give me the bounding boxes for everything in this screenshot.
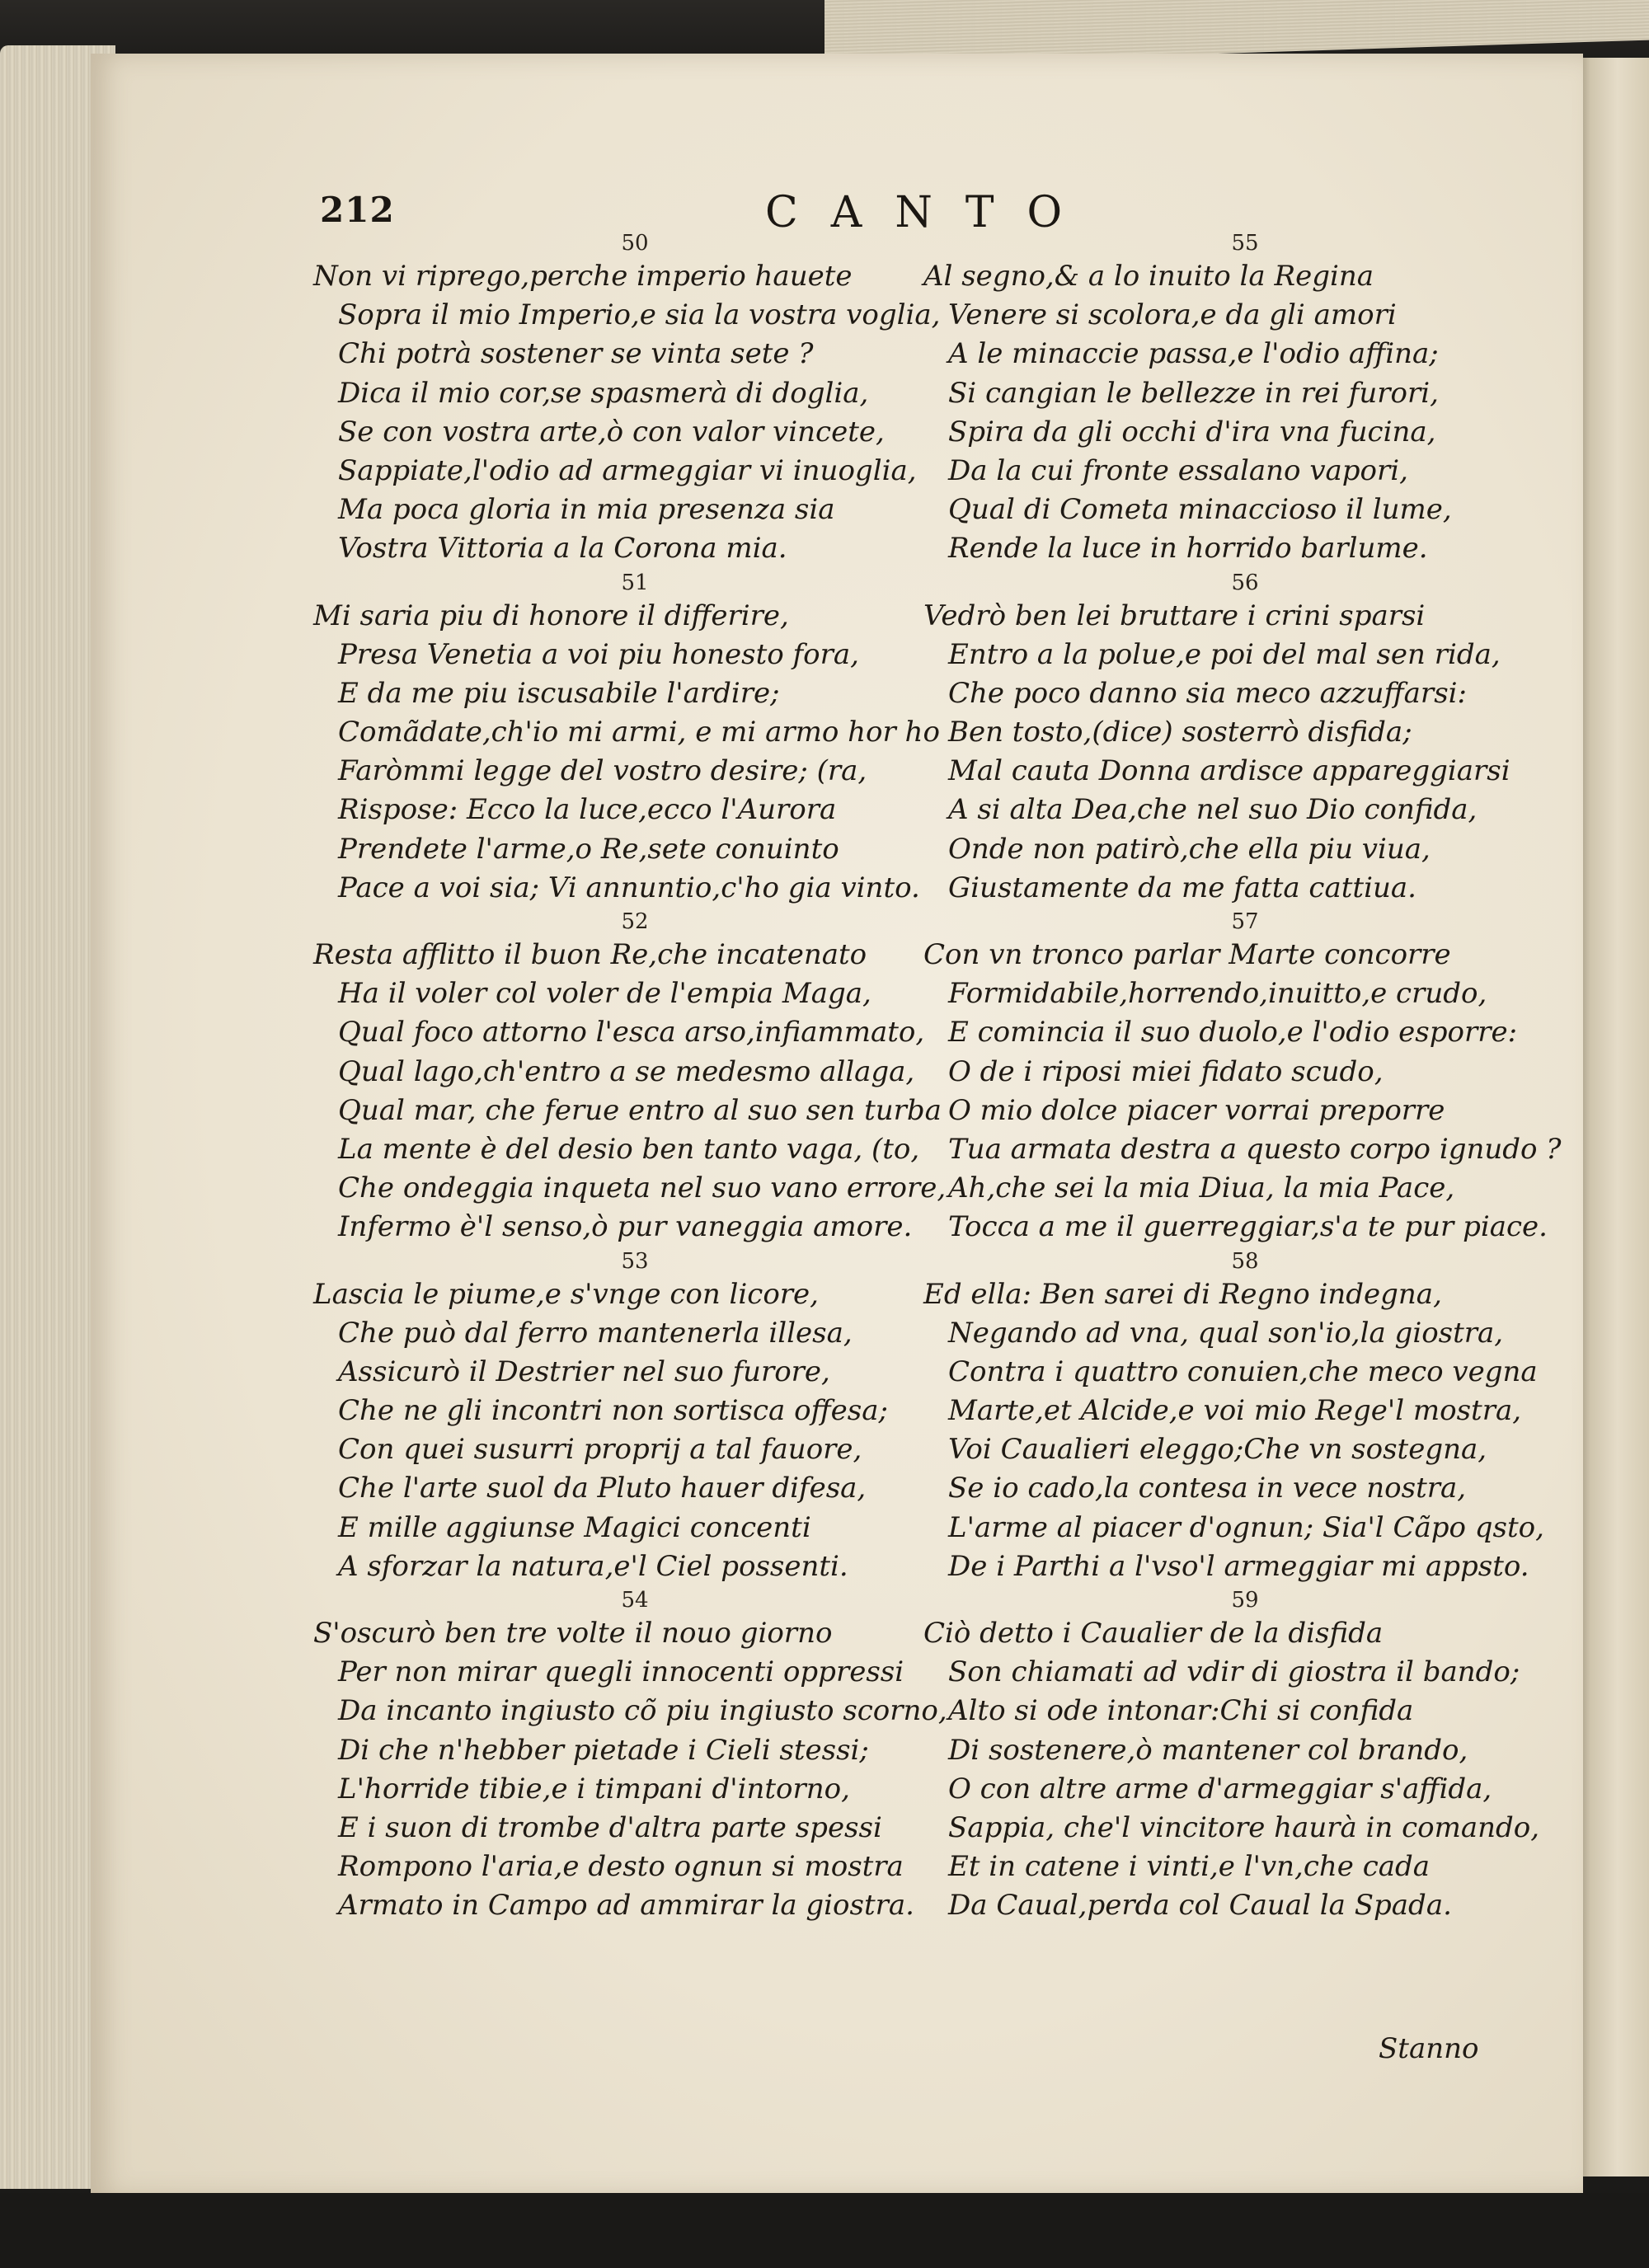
- verse-line: Pace a voi sia; Vi annuntio,c'ho gia vinto.: [338, 871, 920, 904]
- verse-line: Ciò detto i Caualier de la disfida: [923, 1617, 1384, 1650]
- stanza: [923, 1586, 1567, 1926]
- verse-line: Ma poca gloria in mia presenza sia: [338, 493, 835, 527]
- stanza: [313, 569, 956, 909]
- verse-line: Onde non patirò,che ella piu viua,: [948, 832, 1431, 866]
- verse-line: Assicurò il Destrier nel suo furore,: [338, 1355, 830, 1388]
- stanza: [313, 1586, 956, 1926]
- stanza-number: 58: [1231, 1248, 1259, 1274]
- verse-line: Et in catene i vinti,e l'vn,che cada: [948, 1850, 1431, 1884]
- verse-line: Sappia, che'l vincitore haurà in comando,: [948, 1810, 1540, 1844]
- verse-line: Ha il voler col voler de l'empia Maga,: [338, 977, 871, 1011]
- verse-line: Che può dal ferro mantenerla illesa,: [338, 1316, 853, 1350]
- verse-line: A le minaccie passa,e l'odio affina;: [948, 337, 1439, 371]
- stanza-number: 55: [1231, 231, 1259, 256]
- right-column: [923, 229, 1567, 1926]
- stanza-number: 51: [621, 570, 649, 595]
- verse-line: Marte,et Alcide,e voi mio Rege'l mostra,: [948, 1394, 1522, 1428]
- verse-line: Venere si scolora,e da gli amori: [948, 298, 1397, 332]
- stanza-number: 57: [1231, 909, 1259, 934]
- verse-line: Mal cauta Donna ardisce appareggiarsi: [948, 754, 1510, 788]
- verse-line: Sopra il mio Imperio,e sia la vostra voglia,: [338, 298, 941, 332]
- verse-line: Comãdate,ch'io mi armi, e mi armo hor ho: [338, 716, 940, 749]
- stanza-number: 52: [621, 909, 649, 934]
- verse-line: Giustamente da me fatta cattiua.: [948, 871, 1416, 904]
- page-number: 212: [320, 190, 395, 230]
- verse-line: S'oscurò ben tre volte il nouo giorno: [313, 1617, 833, 1650]
- stanza: [923, 908, 1567, 1247]
- verse-line: Ah,che sei la mia Diua, la mia Pace,: [948, 1172, 1455, 1205]
- verse-line: Che ondeggia inqueta nel suo vano errore,: [338, 1172, 947, 1205]
- verse-line: Con quei susurri proprij a tal fauore,: [338, 1433, 862, 1467]
- verse-line: Lascia le piume,e s'vnge con licore,: [313, 1277, 819, 1311]
- verse-line: Voi Caualieri eleggo;Che vn sostegna,: [948, 1433, 1487, 1467]
- stanza-number: 59: [1231, 1588, 1259, 1613]
- verse-line: Dica il mio cor,se spasmerà di doglia,: [338, 376, 869, 410]
- verse-line: Ben tosto,(dice) sosterrò disfida;: [948, 716, 1412, 749]
- verse-line: Qual mar, che ferue entro al suo sen turba: [338, 1093, 942, 1127]
- verse-line: Rispose: Ecco la luce,ecco l'Aurora: [338, 793, 837, 827]
- verse-line: Rompono l'aria,e desto ognun si mostra: [338, 1850, 904, 1884]
- verse-line: Contra i quattro conuien,che meco vegna: [948, 1355, 1538, 1388]
- stanza: [923, 1247, 1567, 1587]
- running-title: CANTO: [765, 188, 1096, 237]
- verse-line: E da me piu iscusabile l'ardire;: [338, 676, 780, 710]
- verse-line: Qual lago,ch'entro a se medesmo allaga,: [338, 1054, 915, 1088]
- background-bottom: [0, 2193, 1649, 2268]
- stanza: [313, 229, 956, 569]
- verse-line: O de i riposi miei fidato scudo,: [948, 1054, 1384, 1088]
- verse-line: Se io cado,la contesa in vece nostra,: [948, 1472, 1467, 1505]
- verse-line: Al segno,& a lo inuito la Regina: [923, 260, 1374, 293]
- verse-line: Alto si ode intonar:Chi si confida: [948, 1694, 1414, 1728]
- verse-line: L'horride tibie,e i timpani d'intorno,: [338, 1772, 850, 1805]
- verse-line: Si cangian le bellezze in rei furori,: [948, 376, 1439, 410]
- verse-line: Presa Venetia a voi piu honesto fora,: [338, 637, 859, 671]
- verse-line: Tocca a me il guerreggiar,s'a te pur piace.: [948, 1210, 1548, 1244]
- verse-line: Ed ella: Ben sarei di Regno indegna,: [923, 1277, 1442, 1311]
- verse-line: Tua armata destra a questo corpo ignudo ?: [948, 1132, 1562, 1166]
- stanza-number: 56: [1231, 570, 1259, 595]
- verse-line: Formidabile,horrendo,inuitto,e crudo,: [948, 977, 1487, 1011]
- catchword: Stanno: [1379, 2032, 1479, 2065]
- verse-line: Con vn tronco parlar Marte concorre: [923, 938, 1451, 971]
- verse-line: Rende la luce in horrido barlume.: [948, 532, 1428, 566]
- verse-line: Se con vostra arte,ò con valor vincete,: [338, 415, 885, 448]
- verse-line: Vostra Vittoria a la Corona mia.: [338, 532, 787, 566]
- verse-line: Son chiamati ad vdir di giostra il bando;: [948, 1655, 1520, 1689]
- verse-line: Che ne gli incontri non sortisca offesa;: [338, 1394, 888, 1428]
- verse-line: La mente è del desio ben tanto vaga, (to,: [338, 1132, 920, 1166]
- verse-line: Da Caual,perda col Caual la Spada.: [948, 1889, 1452, 1923]
- verse-line: Faròmmi legge del vostro desire; (ra,: [338, 754, 867, 788]
- verse-line: De i Parthi a l'vso'l armeggiar mi appsto.: [948, 1549, 1529, 1583]
- verse-line: Non vi riprego,perche imperio hauete: [313, 260, 853, 293]
- stanza-number: 54: [621, 1588, 649, 1613]
- verse-line: Di che n'hebber pietade i Cieli stessi;: [338, 1733, 869, 1767]
- verse-line: Vedrò ben lei bruttare i crini sparsi: [923, 599, 1426, 632]
- verse-line: Infermo è'l senso,ò pur vaneggia amore.: [338, 1210, 913, 1244]
- verse-line: Da incanto ingiusto cõ piu ingiusto scorno,: [338, 1694, 947, 1728]
- verse-line: Di sostenere,ò mantener col brando,: [948, 1733, 1468, 1767]
- verse-line: L'arme al piacer d'ognun; Sia'l Cãpo qsto,: [948, 1510, 1544, 1544]
- verse-line: Che poco danno sia meco azzuffarsi:: [948, 676, 1467, 710]
- stanza: [313, 908, 956, 1247]
- verse-line: Prendete l'arme,o Re,sete conuinto: [338, 832, 839, 866]
- verse-line: Qual foco attorno l'esca arso,infiammato,: [338, 1016, 925, 1049]
- verse-line: Spira da gli occhi d'ira vna fucina,: [948, 415, 1436, 448]
- verse-line: Qual di Cometa minaccioso il lume,: [948, 493, 1452, 527]
- verse-line: E comincia il suo duolo,e l'odio esporre:: [948, 1016, 1518, 1049]
- verse-line: Resta afflitto il buon Re,che incatenato: [313, 938, 867, 971]
- verse-line: E i suon di trombe d'altra parte spessi: [338, 1810, 882, 1844]
- stanza: [923, 229, 1567, 569]
- stanza: [923, 569, 1567, 909]
- verse-line: Che l'arte suol da Pluto hauer difesa,: [338, 1472, 867, 1505]
- verse-line: Negando ad vna, qual son'io,la giostra,: [948, 1316, 1504, 1350]
- verse-line: A sforzar la natura,e'l Ciel possenti.: [338, 1549, 848, 1583]
- verse-line: Sappiate,l'odio ad armeggiar vi inuoglia,: [338, 453, 917, 487]
- verse-line: Mi saria piu di honore il differire,: [313, 599, 789, 632]
- verse-line: A si alta Dea,che nel suo Dio confida,: [948, 793, 1478, 827]
- verse-line: Da la cui fronte essalano vapori,: [948, 453, 1408, 487]
- verse-line: O con altre arme d'armeggiar s'affida,: [948, 1772, 1492, 1805]
- verse-line: Armato in Campo ad ammirar la giostra.: [338, 1889, 914, 1923]
- left-column: [313, 229, 956, 1926]
- stanza-number: 53: [621, 1248, 649, 1274]
- verse-line: Per non mirar quegli innocenti oppressi: [338, 1655, 904, 1689]
- stanza-number: 50: [621, 231, 649, 256]
- verse-line: E mille aggiunse Magici concenti: [338, 1510, 811, 1544]
- verse-line: Chi potrà sostener se vinta sete ?: [338, 337, 814, 371]
- verse-line: O mio dolce piacer vorrai preporre: [948, 1093, 1445, 1127]
- verse-line: Entro a la polue,e poi del mal sen rida,: [948, 637, 1501, 671]
- stanza: [313, 1247, 956, 1587]
